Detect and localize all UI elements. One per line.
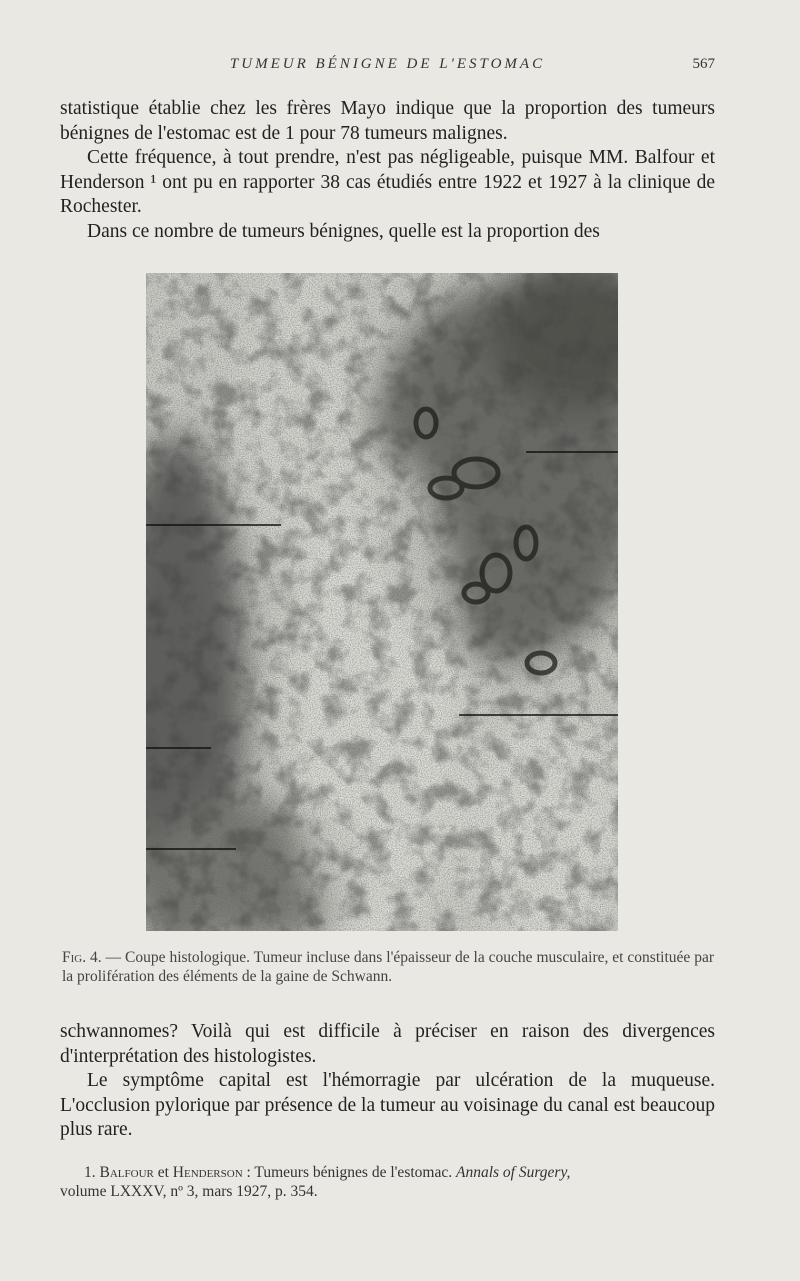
footnote-author: Balfour [99,1164,154,1181]
paragraph: Cette fréquence, à tout prendre, n'est pas négligeable, puisque MM. Balfour et Henderson ¹ ont pu en rapporter 38 cas étudiés entre 1922 et 1927 à la clinique de Rochester. [60,147,715,217]
running-title: TUMEUR BÉNIGNE DE L'ESTOMAC [229,56,546,72]
figure-caption-text: — Coupe histologique. Tumeur incluse dans l'épaisseur de la couche musculaire, et constituée par la prolifération des éléments de la gaine de Schwann. [62,949,714,985]
footnote-author: Henderson [172,1164,243,1181]
paragraph: statistique établie chez les frères Mayo indique que la proportion des tumeurs bénignes de l'estomac est de 1 pour 78 tumeurs malignes. [60,98,715,144]
body-text-bottom [60,1020,715,1143]
footnote-conjunction: et [157,1164,169,1181]
body-text-top [60,97,715,244]
figure-label: Fig. 4. [62,949,102,966]
paragraph: Le symptôme capital est l'hémorragie par ulcération de la muqueuse. L'occlusion pylorique par présence de la tumeur au voisinage du canal est beaucoup plus rare. [60,1070,715,1140]
footnote-journal: Annals of Surgery, [455,1164,571,1181]
figure-caption [62,948,714,986]
paragraph: schwannomes? Voilà qui est difficile à préciser en raison des divergences d'interprétation des histologistes. [60,1021,715,1067]
page-number: 567 [692,56,715,72]
paragraph: Dans ce nombre de tumeurs bénignes, quelle est la proportion des [87,220,600,242]
histology-micrograph [146,273,618,931]
running-head [60,56,715,78]
micrograph-image [146,273,618,931]
footnote [60,1163,715,1201]
footnote-number: 1. [84,1164,96,1181]
footnote-title: : Tumeurs bénignes de l'estomac. [246,1164,453,1181]
footnote-details: volume LXXXV, nº 3, mars 1927, p. 354. [60,1183,318,1200]
